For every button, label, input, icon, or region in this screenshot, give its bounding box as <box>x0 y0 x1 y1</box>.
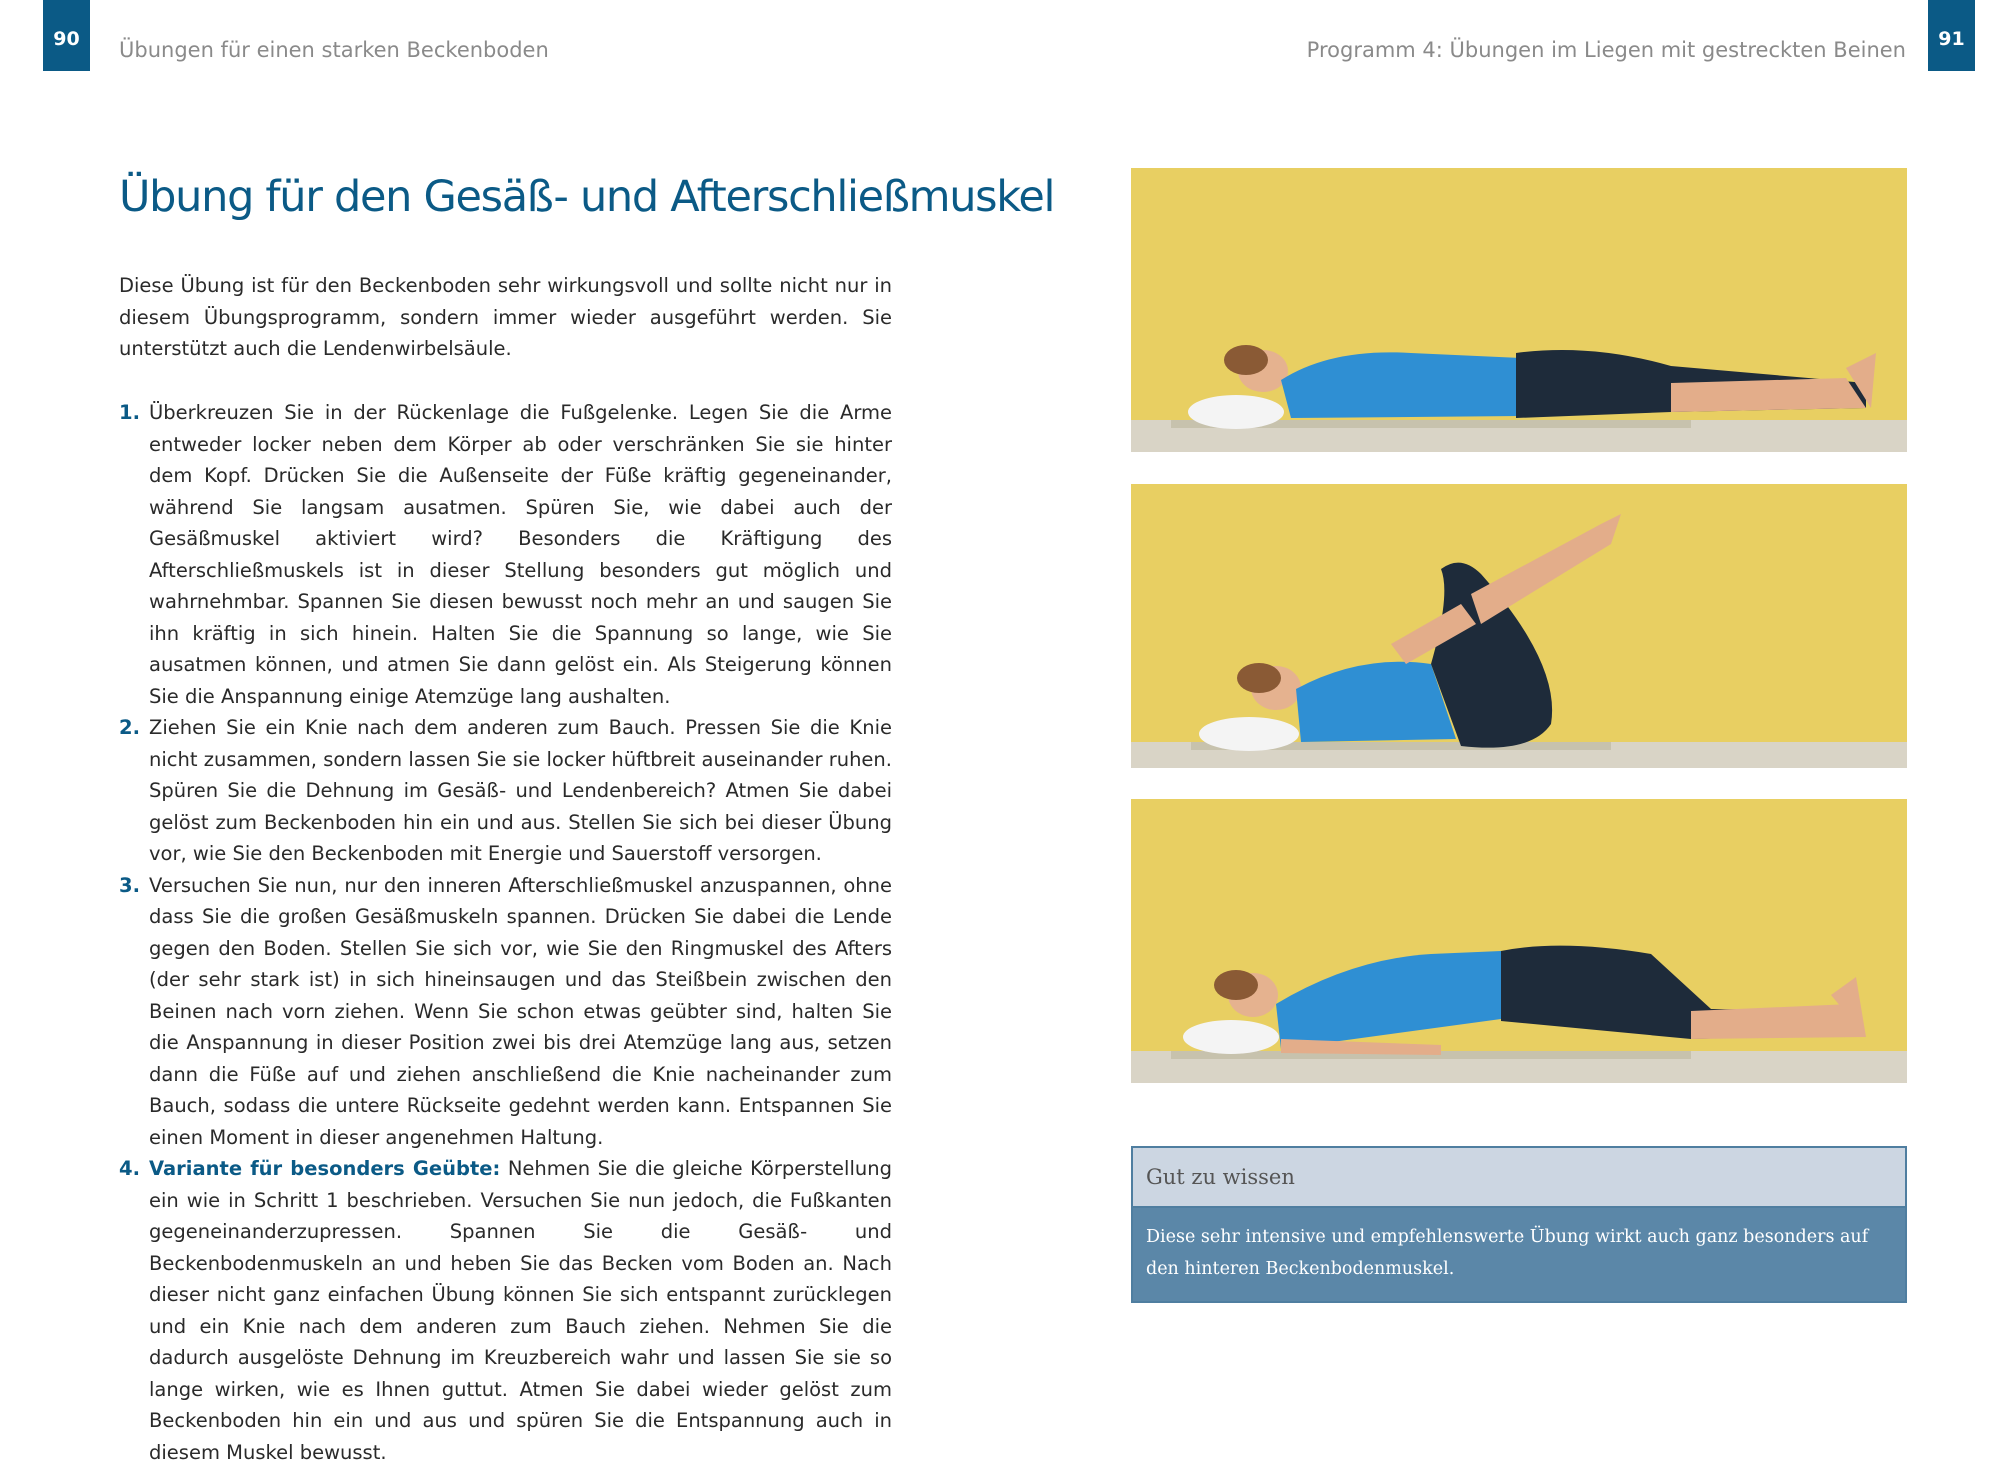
info-box-heading: Gut zu wissen <box>1133 1148 1905 1208</box>
step-number: 2. <box>119 716 140 739</box>
info-box <box>1131 1146 1907 1303</box>
step-number: 4. <box>119 1157 140 1180</box>
list-item <box>119 870 892 1154</box>
step-number: 3. <box>119 873 140 897</box>
intro-paragraph: Diese Übung ist für den Beckenboden sehr wirkungsvoll und sollte nicht nur in diesem Übungsprogramm, sondern immer wieder ausgeführt werden. Sie unterstützt auch die Lendenwirbelsäule. <box>119 274 892 360</box>
step-text: Überkreuzen Sie in der Rückenlage die Fußgelenke. Legen Sie die Arme entweder locker neben dem Körper ab oder verschränken Sie sie hinter dem Kopf. Drücken Sie die Außenseite der Füße kräftig gegeneinander, während Sie langsam ausatmen. Spüren Sie, wie dabei auch der Gesäßmuskel aktiviert wird? Besonders die Kräftigung des Afterschließmuskels ist in dieser Stellung besonders gut möglich und wahrnehmbar. Spannen Sie diesen bewusst noch mehr an und saugen Sie ihn kräftig in sich hinein. Halten Sie die Spannung so lange, wie Sie ausatmen können, und atmen Sie dann gelöst ein. Als Steigerung können Sie die Anspannung einige Atemzüge lang aushalten. <box>149 401 892 708</box>
page-title: Übung für den Gesäß- und Afterschließmuskel <box>119 172 1055 222</box>
list-item <box>119 1153 892 1468</box>
photo-pelvic-lift <box>1131 799 1907 1083</box>
running-head-left: Übungen für einen starken Beckenboden <box>119 38 549 62</box>
variant-lead: Variante für besonders Geübte: <box>149 1157 501 1180</box>
step-text: Nehmen Sie die gleiche Körperstellung ein wie in Schritt 1 beschrieben. Versuchen Sie nun jedoch, die Fußkanten gegeneinanderzupressen. Spannen Sie die Gesäß- und Beckenbodenmuskeln an und heben Sie das Becken vom Boden an. Nach dieser nicht ganz einfachen Übung können Sie sich entspannt zurücklegen und ein Knie nach dem anderen zum Bauch ziehen. Nehmen Sie die dadurch ausgelöste Dehnung im Kreuzbereich wahr und lassen Sie sie so lange wirken, wie es Ihnen guttut. Atmen Sie dabei wieder gelöst zum Beckenboden hin ein und aus und spüren Sie die Entspannung auch in diesem Muskel bewusst. <box>149 1157 892 1464</box>
photo-lying-flat <box>1131 168 1907 452</box>
list-item <box>119 397 892 712</box>
exercise-steps <box>119 397 892 1468</box>
step-text: Ziehen Sie ein Knie nach dem anderen zum Bauch. Pressen Sie die Knie nicht zusammen, sondern lassen Sie sie locker hüftbreit auseinander ruhen. Spüren Sie die Dehnung im Gesäß- und Lendenbereich? Atmen Sie dabei gelöst zum Beckenboden hin ein und aus. Stellen Sie sich bei dieser Übung vor, wie Sie den Beckenboden mit Energie und Sauerstoff versorgen. <box>149 716 892 865</box>
photo-knees-to-chest <box>1131 484 1907 768</box>
running-head-right: Programm 4: Übungen im Liegen mit gestreckten Beinen <box>1306 38 1906 62</box>
page-number-right: 91 <box>1928 0 1975 71</box>
step-number: 1. <box>119 401 140 424</box>
info-box-text: Diese sehr intensive und empfehlenswerte Übung wirkt auch ganz besonders auf den hinteren Beckenbodenmuskel. <box>1133 1208 1905 1301</box>
list-item <box>119 712 892 870</box>
page-number-left: 90 <box>43 0 90 71</box>
step-text: Versuchen Sie nun, nur den inneren Afterschließmuskel anzuspannen, ohne dass Sie die großen Gesäßmuskeln spannen. Drücken Sie dabei die Lende gegen den Boden. Stellen Sie sich vor, wie Sie den Ringmuskel des Afters (der sehr stark ist) in sich hineinsaugen und das Steißbein zwischen den Beinen nach vorn ziehen. Wenn Sie schon etwas geübter sind, halten Sie die Anspannung in dieser Position zwei bis drei Atemzüge lang aus, setzen dann die Füße auf und ziehen anschließend die Knie nacheinander zum Bauch, sodass die untere Rückseite gedehnt werden kann. Entspannen Sie einen Moment in dieser angenehmen Haltung. <box>149 873 892 1149</box>
